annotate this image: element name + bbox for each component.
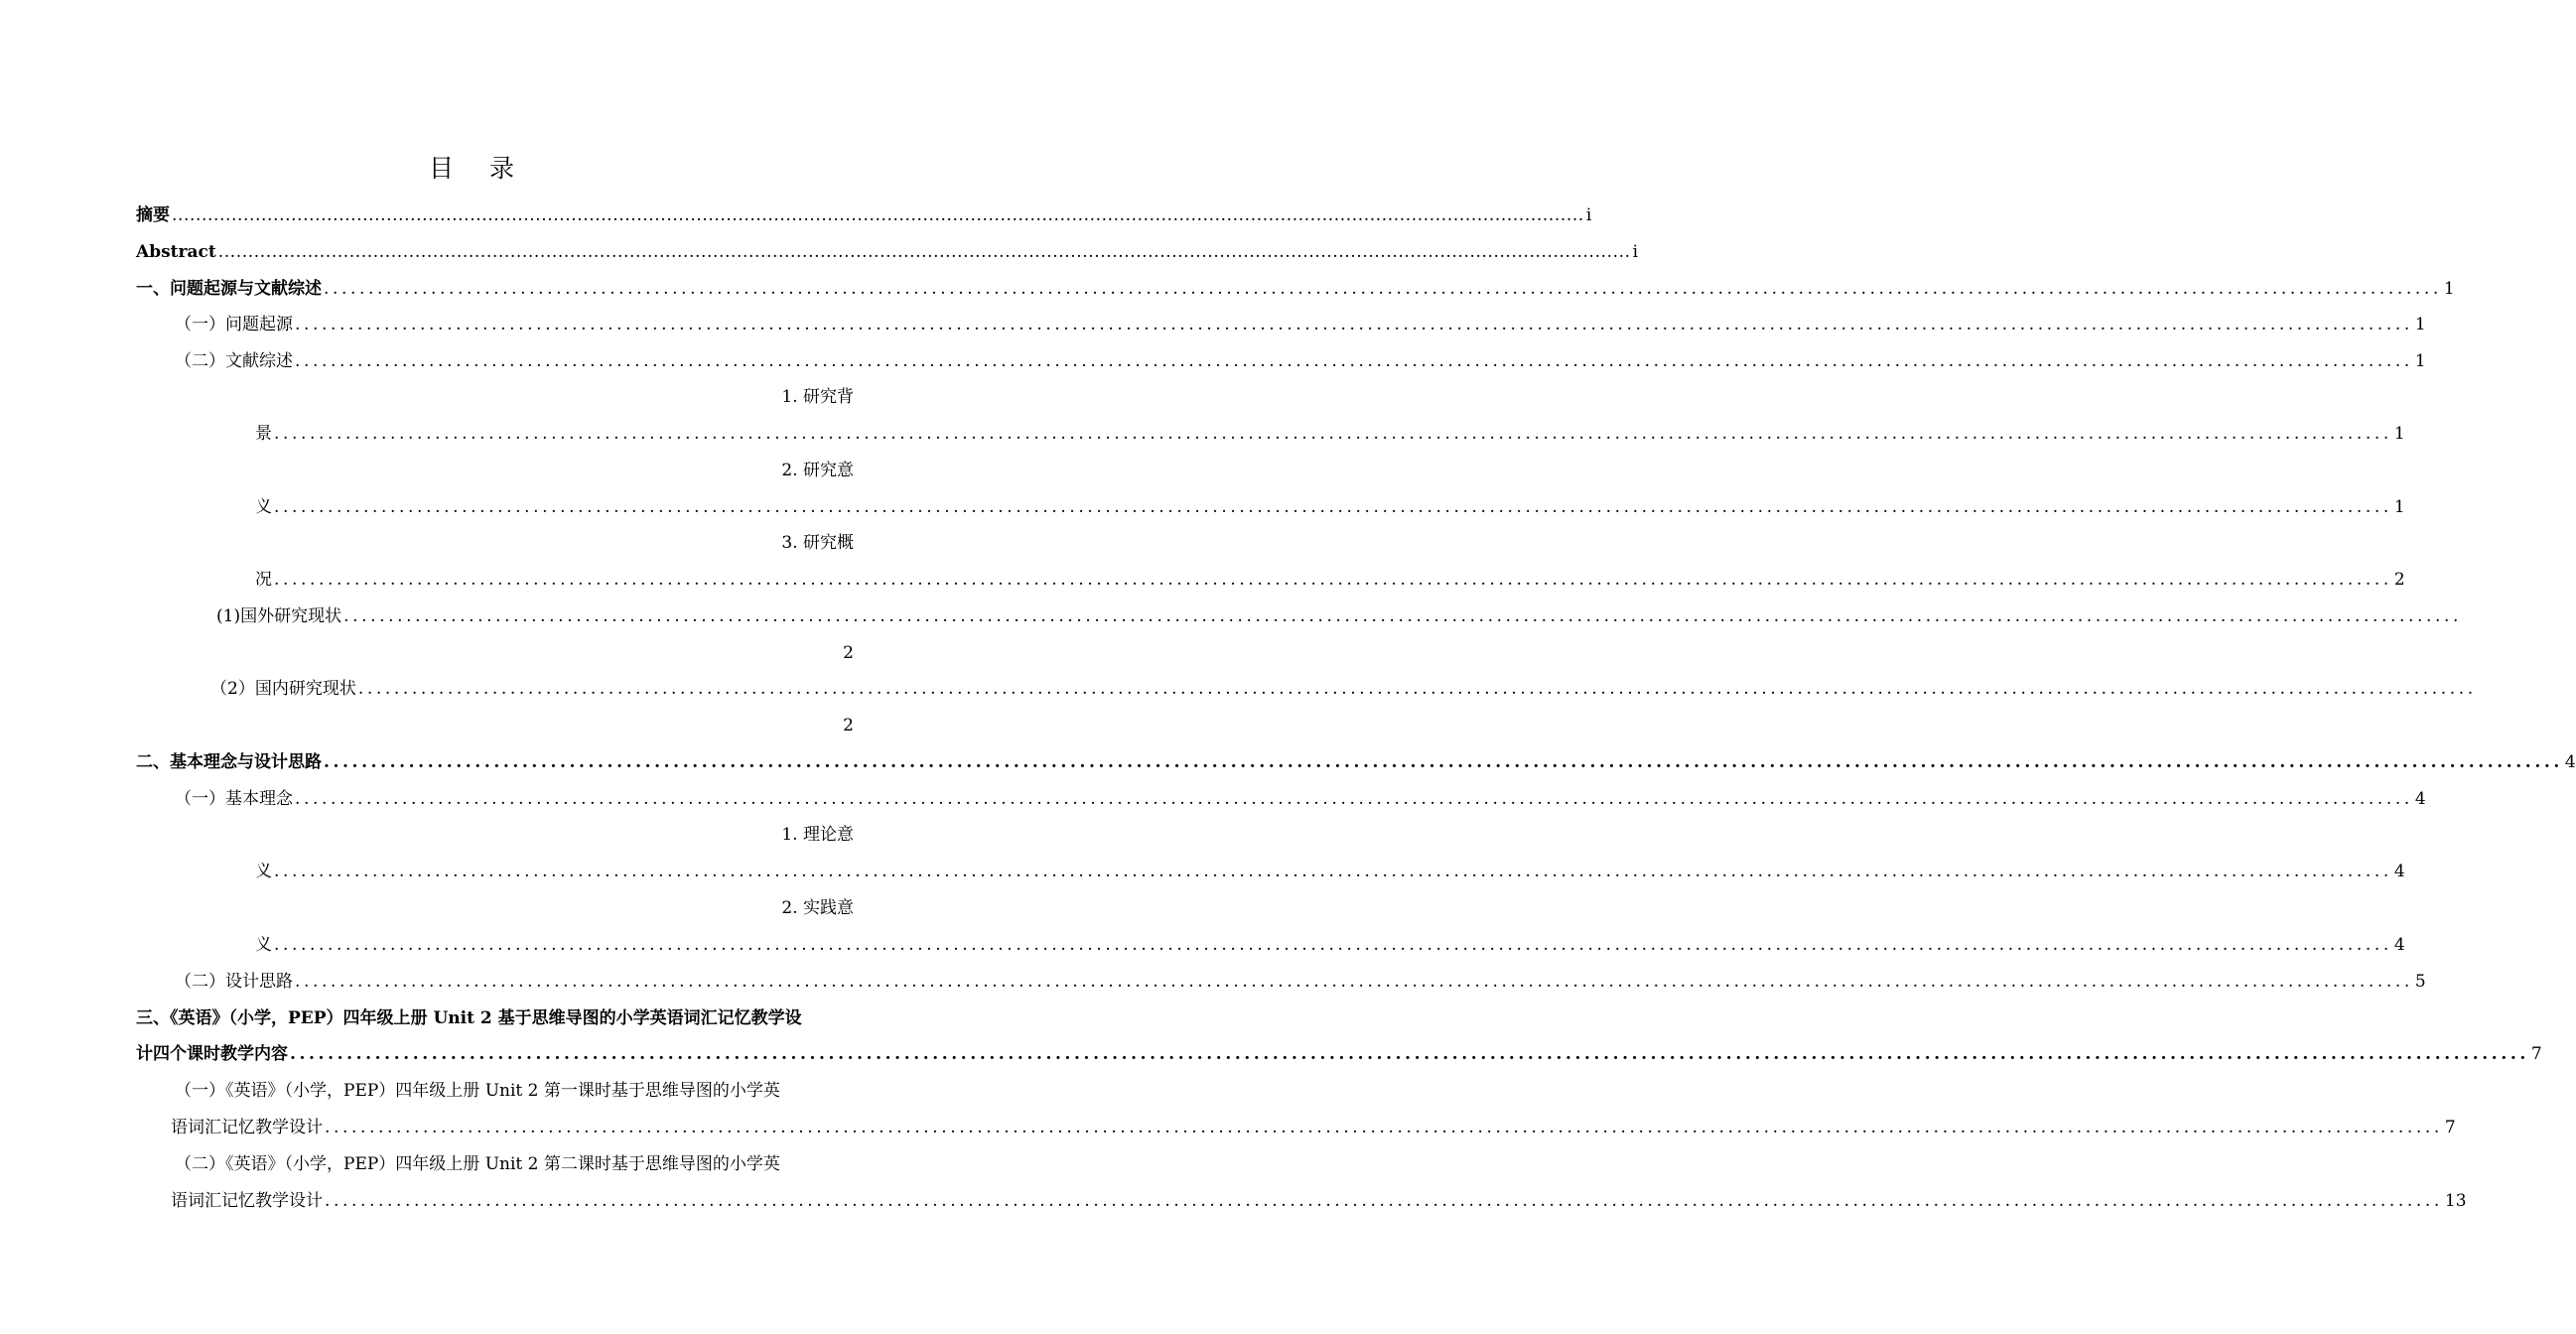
toc-entry-label: 计四个课时教学内容	[136, 1044, 288, 1064]
toc-page-number: i	[1632, 242, 1639, 262]
toc-leader-dots: .............................................................................................................................................................................................................................................	[274, 935, 2392, 955]
toc-page-number: 4	[2414, 789, 2426, 809]
toc-entry-1-2-3-1[interactable]	[216, 602, 2462, 630]
toc-entry-label: （2）国内研究现状	[210, 679, 356, 699]
toc-leader-dots: .............................................................................................................................................................................................................................................	[274, 497, 2392, 517]
toc-leader-dots: .............................................................................................................................................................................................................................................	[357, 679, 2477, 699]
toc-leader-dots: .............................................................................................................................................................................................................................................	[274, 862, 2392, 881]
toc-leader-dots: .............................................................................................................................................................................................................................................	[274, 424, 2392, 444]
toc-page-number: 1	[2443, 279, 2455, 299]
toc-entry-label: 一、问题起源与文献综述	[136, 279, 322, 299]
toc-entry-1-2-3-part1[interactable]: 3. 研究概	[781, 533, 854, 553]
toc-entry-section-3-1-part1[interactable]	[175, 1077, 870, 1105]
toc-leader-dots: .............................................................................................................................................................................................................................................	[295, 972, 2413, 992]
toc-entry-1-2-3-2[interactable]	[210, 675, 2477, 703]
toc-entry-label: 义	[255, 935, 272, 955]
toc-entry-label: 况	[255, 570, 272, 590]
toc-page-number: i	[1585, 205, 1592, 225]
toc-leader-dots: .............................................................................................................................................................................................................................................	[172, 205, 1584, 225]
toc-entry-section-2-2[interactable]	[175, 968, 2426, 996]
toc-entry-label: Abstract	[136, 242, 216, 262]
toc-leader-dots: .............................................................................................................................................................................................................................................	[324, 752, 2563, 772]
toc-entry-section-2-1[interactable]	[175, 785, 2426, 813]
toc-page-number: 1	[2414, 351, 2426, 371]
toc-entry-section-3-2-part1[interactable]	[175, 1150, 870, 1178]
toc-entry-label: （二）文献综述	[175, 351, 293, 371]
toc-page-number: 4	[2393, 935, 2405, 955]
toc-entry-label: 二、基本理念与设计思路	[136, 752, 322, 772]
toc-entry-label: 三、《英语》（小学，PEP）四年级上册 Unit 2 基于思维导图的小学英语词汇记忆教学设	[136, 1008, 802, 1028]
toc-page-number: 4	[2564, 752, 2576, 772]
toc-entry-label: （一）问题起源	[175, 315, 293, 334]
toc-entry-abstract-cn[interactable]	[136, 201, 1592, 229]
toc-leader-dots: .............................................................................................................................................................................................................................................	[324, 279, 2442, 299]
toc-page-number: 1	[2414, 315, 2426, 334]
toc-entry-label: 语词汇记忆教学设计	[171, 1118, 323, 1137]
toc-leader-dots: .............................................................................................................................................................................................................................................	[217, 242, 1631, 262]
toc-page-number: 1	[2393, 497, 2405, 517]
toc-entry-chapter-2[interactable]	[136, 748, 2576, 776]
toc-entry-chapter-3[interactable]	[136, 1040, 2542, 1068]
toc-page-number: 1	[2393, 424, 2405, 444]
toc-entry-label: (1)国外研究现状	[216, 606, 342, 626]
toc-page-number: 2	[843, 643, 854, 663]
toc-entry-label: 义	[255, 497, 272, 517]
toc-entry-2-1-1-part1[interactable]: 1. 理论意	[781, 825, 854, 845]
toc-title: 目 录	[429, 154, 528, 183]
toc-entry-1-2-2[interactable]	[255, 493, 2405, 521]
toc-leader-dots: .............................................................................................................................................................................................................................................	[290, 1044, 2529, 1064]
toc-entry-2-1-2[interactable]	[255, 931, 2405, 959]
toc-page-number: 5	[2414, 972, 2426, 992]
toc-leader-dots: .............................................................................................................................................................................................................................................	[295, 789, 2413, 809]
toc-entry-label: 景	[255, 424, 272, 444]
toc-page-number: 2	[843, 716, 854, 735]
toc-page-number: 2	[2393, 570, 2405, 590]
toc-entry-1-2-3[interactable]	[255, 566, 2405, 594]
toc-entry-label: 摘要	[136, 205, 170, 225]
toc-entry-2-1-2-part1[interactable]: 2. 实践意	[781, 898, 854, 918]
toc-entry-section-3-2[interactable]	[171, 1187, 2467, 1215]
toc-entry-chapter-3-part1[interactable]	[136, 1004, 881, 1032]
toc-leader-dots: .............................................................................................................................................................................................................................................	[274, 570, 2392, 590]
toc-entry-label: 语词汇记忆教学设计	[171, 1191, 323, 1211]
toc-entry-1-2-2-part1[interactable]: 2. 研究意	[781, 461, 854, 480]
toc-page-number: 7	[2444, 1118, 2456, 1137]
toc-leader-dots: .............................................................................................................................................................................................................................................	[343, 606, 2462, 626]
toc-entry-label: （二）《英语》（小学，PEP）四年级上册 Unit 2 第二课时基于思维导图的小学英	[175, 1154, 780, 1174]
toc-entry-abstract-en[interactable]	[136, 238, 1639, 266]
toc-entry-section-3-1[interactable]	[171, 1114, 2456, 1141]
toc-entry-section-1-2[interactable]	[175, 347, 2426, 375]
toc-entry-label: （一）《英语》（小学，PEP）四年级上册 Unit 2 第一课时基于思维导图的小学英	[175, 1081, 780, 1101]
toc-entry-label: （二）设计思路	[175, 972, 293, 992]
toc-leader-dots: .............................................................................................................................................................................................................................................	[295, 315, 2413, 334]
toc-entry-chapter-1[interactable]	[136, 275, 2455, 303]
toc-entry-1-2-1-part1[interactable]: 1. 研究背	[781, 387, 854, 407]
toc-leader-dots: .............................................................................................................................................................................................................................................	[295, 351, 2413, 371]
toc-leader-dots: .............................................................................................................................................................................................................................................	[325, 1191, 2443, 1211]
toc-entry-1-2-1[interactable]	[255, 420, 2405, 448]
toc-entry-2-1-1[interactable]	[255, 858, 2405, 885]
toc-page-number: 13	[2444, 1191, 2467, 1211]
toc-entry-section-1-1[interactable]	[175, 311, 2426, 338]
toc-entry-label: （一）基本理念	[175, 789, 293, 809]
toc-leader-dots: .............................................................................................................................................................................................................................................	[325, 1118, 2443, 1137]
toc-page-number: 4	[2393, 862, 2405, 881]
toc-page-number: 7	[2530, 1044, 2542, 1064]
toc-entry-label: 义	[255, 862, 272, 881]
